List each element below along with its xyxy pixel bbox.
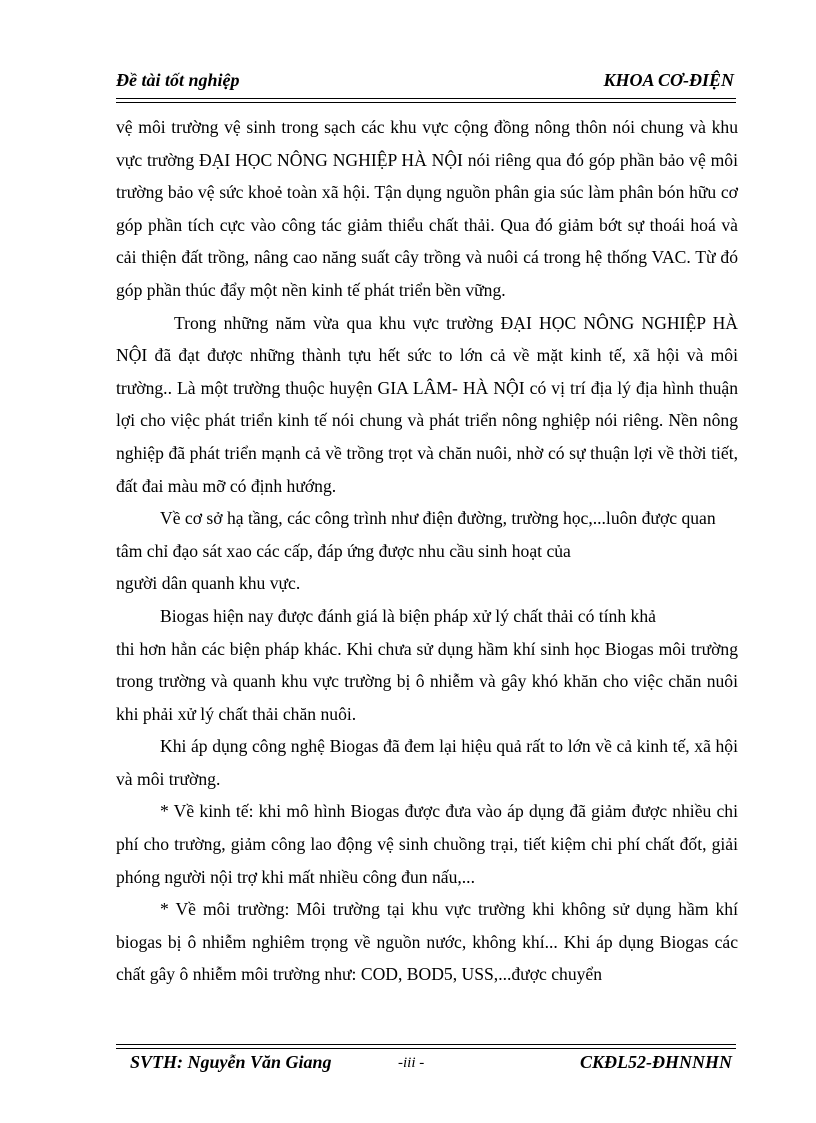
paragraph-biogas-continued: thi hơn hẳn các biện pháp khác. Khi chưa sử dụng hầm khí sinh học Biogas môi trường trong trường và quanh khu vực trường bị ô nhiễm và gây khó khăn cho việc chăn nuôi khi phải xử lý chất thải chăn nuôi. [116,638,738,724]
paragraph-biogas-intro: Biogas hiện nay được đánh giá là biện pháp xử lý chất thải có tính khả [160,605,656,626]
paragraph-biogas-effects: Khi áp dụng công nghệ Biogas đã đem lại hiệu quả rất to lớn về cả kinh tế, xã hội và môi trường. [116,736,738,789]
page-number: -iii - [398,1055,425,1071]
paragraph-infrastructure-end: người dân quanh khu vực. [116,573,301,594]
page-footer [130,1052,736,1078]
paragraph-continuation: vệ môi trường vệ sinh trong sạch các khu vực cộng đồng nông thôn nói chung và khu vực trường ĐẠI HỌC NÔNG NGHIỆP HÀ NỘI nói riêng qua đó góp phần bảo vệ môi trường bảo vệ sức khoẻ toàn xã hội. Tận dụng nguồn phân gia súc làm phân bón hữu cơ góp phần tích cực vào công tác giảm thiểu chất thải. Qua đó giảm bớt sự thoái hoá và cải thiện đất trồng, nâng cao năng suất cây trồng và nuôi cá trong hệ thống VAC. Từ đó góp phần thúc đẩy một nền kinh tế phát triển bền vững. [116,117,738,300]
paragraph-achievements: Trong những năm vừa qua khu vực trường ĐẠI HỌC NÔNG NGHIỆP HÀ NỘI đã đạt được những thành tựu hết sức to lớn cả về mặt kinh tế, xã hội và môi trường.. Là một trường thuộc huyện GIA LÂM- HÀ NỘI có vị trí địa lý địa hình thuận lợi cho việc phát triển kinh tế nói chung và phát triển nông nghiệp nói riêng. Nền nông nghiệp đã phát triển mạnh cả về trồng trọt và chăn nuôi, nhờ có sự thuận lợi về thời tiết, đất đai màu mỡ có định hướng. [116,312,738,496]
header-faculty: KHOA CƠ-ĐIỆN [603,70,734,90]
footer-student: SVTH: Nguyễn Văn Giang [130,1052,332,1072]
header-rule-top [116,98,736,99]
page-header [116,70,736,94]
document-body [116,111,738,991]
paragraph-economic: * Về kinh tế: khi mô hình Biogas được đưa vào áp dụng đã giảm được nhiều chi phí cho trường, giảm công lao động vệ sinh chuồng trại, tiết kiệm chi phí chất đốt, giải phóng người nội trợ khi mất nhiều công đun nấu,... [116,801,738,887]
header-rule-bottom [116,102,736,103]
footer-rule-bottom [116,1048,736,1049]
footer-class: CKĐL52-ĐHNNHN [580,1052,732,1072]
paragraph-environment: * Về môi trường: Môi trường tại khu vực trường khi không sử dụng hầm khí biogas bị ô nhiễm nghiêm trọng về nguồn nước, không khí... Khi áp dụng Biogas các chất gây ô nhiễm môi trường như: COD, BOD5, USS,...được chuyển [116,899,738,985]
header-thesis-title: Đề tài tốt nghiệp [116,70,240,90]
paragraph-infrastructure: Về cơ sở hạ tầng, các công trình như điện đường, trường học,...luôn được quan tâm chỉ đạo sát xao các cấp, đáp ứng được nhu cầu sinh hoạt của [116,508,716,561]
footer-rule-top [116,1044,736,1045]
